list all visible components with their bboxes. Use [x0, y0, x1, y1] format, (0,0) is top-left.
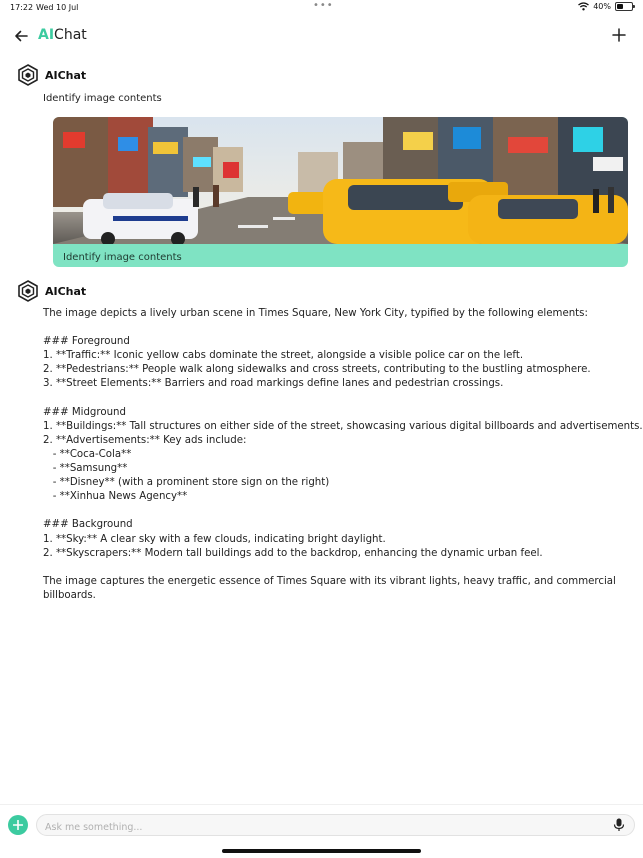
message-header [17, 64, 86, 86]
app-title-rest: Chat [54, 27, 87, 43]
wifi-icon [578, 2, 589, 11]
response-line: ### Midground [43, 406, 126, 418]
response-line [43, 392, 633, 406]
times-square-photo[interactable] [53, 117, 628, 244]
response-line: The image depicts a lively urban scene in Times Square, New York City, typified by the following elements: [43, 308, 588, 319]
message-input-container [36, 814, 635, 836]
response-line: The image captures the energetic essence of Times Square with its vibrant lights, heavy traffic, and commercial [43, 575, 616, 587]
message-composer [0, 804, 643, 844]
assistant-response [43, 307, 643, 603]
new-chat-button[interactable] [609, 25, 629, 45]
add-attachment-button[interactable] [8, 815, 28, 835]
response-line: 3. **Street Elements:** Barriers and road markings define lanes and pedestrian crossings. [43, 378, 504, 390]
response-line: 2. **Advertisements:** Key ads include: [43, 434, 247, 446]
response-line: - **Disney** (with a prominent store sign on the right) [43, 477, 330, 489]
response-line: ### Foreground [43, 336, 130, 348]
response-line [43, 321, 633, 335]
response-line: billboards. [43, 589, 96, 601]
plus-icon [13, 820, 23, 830]
status-bar [0, 0, 643, 16]
response-line: 1. **Sky:** A clear sky with a few clouds, indicating bright daylight. [43, 533, 386, 545]
response-line: - **Xinhua News Agency** [43, 491, 188, 503]
image-caption: Identify image contents [63, 252, 182, 263]
microphone-icon[interactable] [613, 818, 625, 832]
status-right [578, 2, 633, 11]
message-input[interactable] [37, 818, 597, 838]
plus-icon [612, 28, 626, 42]
response-line: 2. **Pedestrians:** People walk along sidewalks and cross streets, contributing to the bustling atmosphere. [43, 364, 591, 376]
message-text: Identify image contents [43, 93, 162, 104]
app-title [38, 27, 87, 43]
status-time: 17:22 [10, 3, 34, 12]
back-arrow-icon[interactable] [12, 26, 32, 46]
home-indicator[interactable] [222, 849, 421, 853]
aichat-logo-icon [17, 280, 39, 302]
response-line: 2. **Skyscrapers:** Modern tall buildings add to the backdrop, enhancing the dynamic urban feel. [43, 547, 543, 559]
response-line: 1. **Buildings:** Tall structures on either side of the street, showcasing various digital billboards and advertisements. [43, 420, 643, 432]
aichat-logo-icon [17, 64, 39, 86]
image-attachment[interactable] [53, 117, 628, 267]
response-line: - **Samsung** [43, 463, 128, 475]
status-date: Wed 10 Jul [36, 3, 79, 12]
sender-name: AIChat [45, 284, 87, 298]
sender-name: AIChat [45, 68, 87, 82]
response-line: - **Coca-Cola** [43, 448, 132, 460]
nav-bar [0, 22, 643, 50]
response-line [43, 504, 633, 518]
message-header [17, 280, 86, 302]
app-title-accent: AI [38, 27, 55, 43]
response-line: 1. **Traffic:** Iconic yellow cabs dominate the street, alongside a visible police car on the left. [43, 350, 524, 362]
battery-icon [615, 2, 633, 11]
battery-percent: 40% [593, 2, 611, 11]
response-line: ### Background [43, 519, 133, 531]
response-line [43, 561, 633, 575]
multitasking-dots-icon[interactable]: ••• [313, 0, 334, 11]
